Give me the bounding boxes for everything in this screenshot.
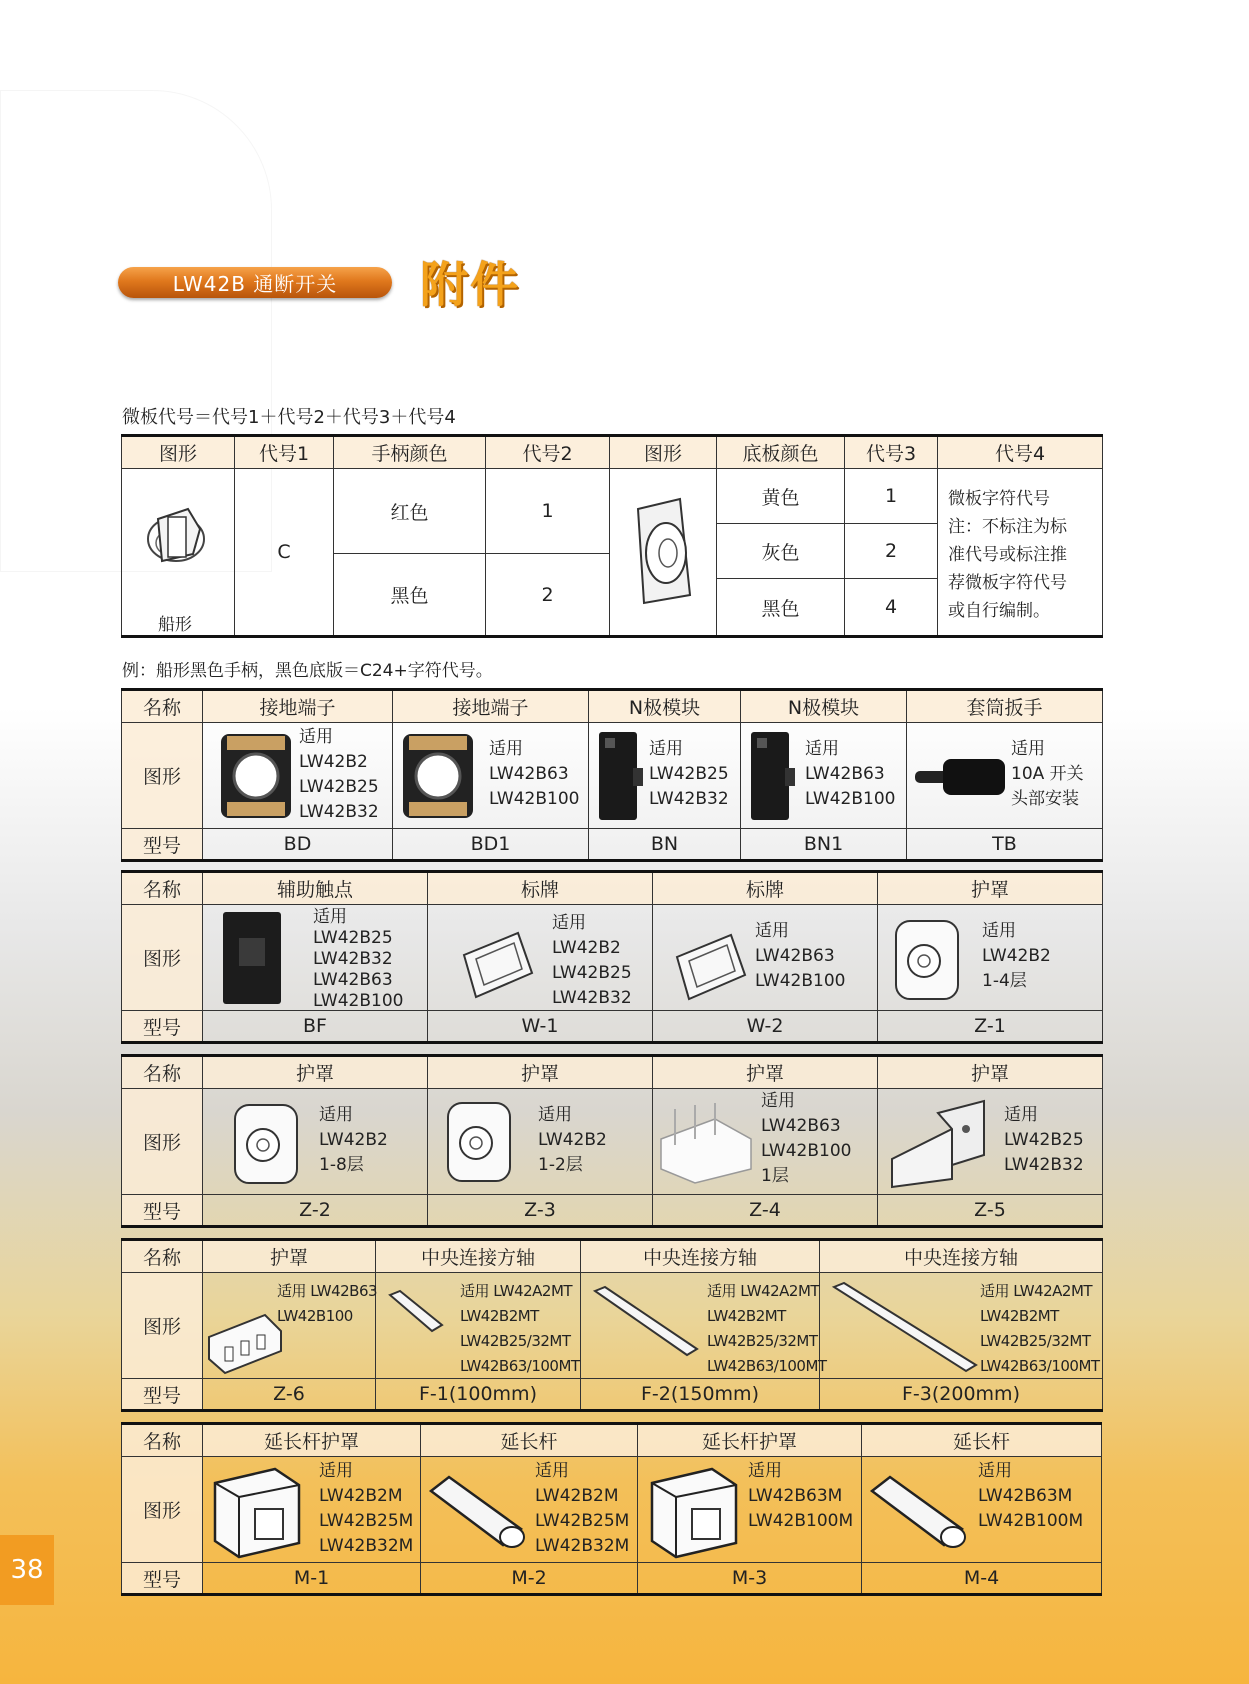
- ground-terminal-icon: [397, 728, 479, 824]
- model-code: Z-5: [878, 1195, 1103, 1227]
- spec-line: LW42B63: [805, 764, 885, 784]
- spec-line: 适用: [299, 727, 333, 747]
- spec-line: 适用: [761, 1091, 795, 1111]
- item-name: 套筒扳手: [907, 690, 1103, 723]
- item-name: 延长杆护罩: [203, 1424, 421, 1457]
- base-plate-figure: [610, 469, 717, 637]
- n-pole-module-icon: [747, 728, 797, 824]
- spec-line: LW42B2MT: [707, 1307, 786, 1325]
- item-figure: [878, 1089, 1103, 1195]
- spec-line: LW42B2: [552, 938, 621, 958]
- ground-terminal-icon: [215, 728, 297, 824]
- item-name: 延长杆: [862, 1424, 1102, 1457]
- model-code: Z-2: [203, 1195, 428, 1227]
- spec-line: 适用: [755, 921, 789, 941]
- item-name: 护罩: [203, 1240, 376, 1273]
- base-color-2: 灰色: [717, 524, 845, 579]
- spec-line: 适用: [489, 739, 523, 759]
- spec-line: LW42B2MT: [980, 1307, 1059, 1325]
- spec-line: LW42B100M: [748, 1511, 854, 1531]
- spec-line: LW42B63: [755, 946, 835, 966]
- model-code: BF: [203, 1011, 428, 1043]
- spec-line: 适用: [1004, 1105, 1038, 1125]
- model-label: 型号: [122, 1379, 203, 1411]
- item-name: 中央连接方轴: [581, 1240, 820, 1273]
- model-code: Z-1: [878, 1011, 1103, 1043]
- spec-line: 适用: [535, 1461, 569, 1481]
- spec-line: 1层: [761, 1166, 789, 1186]
- code4-notes: [938, 469, 1103, 637]
- item-figure: [203, 1457, 421, 1563]
- terminal-cover-icon: [205, 1307, 285, 1377]
- spec-line: LW42B63M: [748, 1486, 843, 1506]
- model-code: BN: [589, 829, 741, 861]
- model-code: M-3: [638, 1563, 862, 1595]
- model-code: W-2: [653, 1011, 878, 1043]
- spec-line: LW42B63: [761, 1116, 841, 1136]
- mounting-bracket-icon: [888, 1099, 988, 1189]
- spec-line: 适用: [805, 739, 839, 759]
- handle-color-2: 黑色: [334, 554, 486, 637]
- code1-value: C: [235, 469, 334, 637]
- spec-line: 适用 LW42A2MT: [707, 1282, 820, 1300]
- spec-line: 1-4层: [982, 971, 1027, 991]
- code4-line: 准代号或标注推: [948, 545, 1067, 565]
- accessory-section-5: [121, 1422, 1102, 1596]
- model-label: 型号: [122, 1563, 203, 1595]
- accessory-section-1: [121, 688, 1103, 862]
- item-name: 护罩: [653, 1056, 878, 1089]
- model-code: F-2(150mm): [581, 1379, 820, 1411]
- model-code: M-1: [203, 1563, 421, 1595]
- model-code: BN1: [741, 829, 907, 861]
- spec-line: LW42B63M: [978, 1486, 1073, 1506]
- figure-label: 图形: [122, 1089, 203, 1195]
- n-pole-module-icon: [595, 728, 645, 824]
- base-code-3: 4: [845, 579, 938, 637]
- code4-line: 注：不标注为标: [948, 517, 1067, 537]
- item-figure: [589, 723, 741, 829]
- spec-line: LW42B63: [313, 970, 393, 990]
- item-name: 标牌: [653, 872, 878, 905]
- model-label: 型号: [122, 829, 203, 861]
- model-code: Z-4: [653, 1195, 878, 1227]
- item-name: 标牌: [428, 872, 653, 905]
- shape-label: 船形: [158, 615, 192, 635]
- name-label: 名称: [122, 1056, 203, 1089]
- item-name: 护罩: [203, 1056, 428, 1089]
- name-label: 名称: [122, 690, 203, 723]
- item-name: N极模块: [741, 690, 907, 723]
- model-code: TB: [907, 829, 1103, 861]
- extension-cover-icon: [642, 1463, 742, 1559]
- model-code: Z-3: [428, 1195, 653, 1227]
- item-figure: [203, 723, 393, 829]
- spec-line: LW42B63/100MT: [707, 1357, 827, 1375]
- spec-line: LW42B25: [649, 764, 729, 784]
- model-code: BD: [203, 829, 393, 861]
- item-figure: [376, 1273, 581, 1379]
- page-number: 38: [0, 1535, 54, 1605]
- spec-line: 头部安装: [1011, 789, 1079, 809]
- protective-cover-icon: [229, 1099, 305, 1189]
- item-figure: [581, 1273, 827, 1379]
- spec-line: LW42B2: [319, 1130, 388, 1150]
- name-label: 名称: [122, 872, 203, 905]
- spec-line: LW42B2: [982, 946, 1051, 966]
- figure-label: 图形: [122, 723, 203, 829]
- spec-line: LW42B25: [313, 928, 393, 948]
- header-code4: 代号4: [938, 436, 1103, 469]
- spec-line: LW42B25M: [319, 1511, 414, 1531]
- base-code-2: 2: [845, 524, 938, 579]
- series-label: LW42B 通断开关: [118, 267, 392, 298]
- model-label: 型号: [122, 1011, 203, 1043]
- socket-wrench-icon: [913, 753, 1009, 803]
- item-name: 延长杆: [421, 1424, 638, 1457]
- item-name: 接地端子: [203, 690, 393, 723]
- figure-label: 图形: [122, 905, 203, 1011]
- spec-line: LW42B100: [489, 789, 580, 809]
- item-figure: [653, 1089, 878, 1195]
- name-label: 名称: [122, 1240, 203, 1273]
- item-figure: [203, 1273, 376, 1379]
- base-code-1: 1: [845, 469, 938, 524]
- spec-line: LW42B25/32MT: [980, 1332, 1091, 1350]
- item-name: N极模块: [589, 690, 741, 723]
- model-code: BD1: [393, 829, 589, 861]
- spec-line: 适用: [1011, 739, 1045, 759]
- accessory-section-4: [121, 1238, 1103, 1412]
- model-code: Z-6: [203, 1379, 376, 1411]
- item-figure: [638, 1457, 862, 1563]
- spec-line: 适用: [552, 913, 586, 933]
- spec-line: LW42B32: [299, 802, 379, 822]
- extension-rod-icon: [425, 1467, 525, 1557]
- spec-line: LW42B100: [313, 991, 404, 1011]
- item-figure: [203, 905, 428, 1011]
- item-figure: [907, 723, 1103, 829]
- base-plate-icon: [630, 497, 700, 607]
- spec-line: 适用: [649, 739, 683, 759]
- spec-line: LW42B63/100MT: [980, 1357, 1100, 1375]
- cover-frame-icon: [655, 1099, 755, 1185]
- spec-line: LW42B25: [1004, 1130, 1084, 1150]
- formula-text: 微板代号＝代号1＋代号2＋代号3＋代号4: [122, 407, 456, 428]
- model-code: F-1(100mm): [376, 1379, 581, 1411]
- spec-line: LW42B32: [552, 988, 632, 1008]
- accessory-section-2: [121, 870, 1103, 1044]
- handle-code-1: 1: [486, 469, 610, 554]
- header-figure: 图形: [122, 436, 235, 469]
- spec-line: LW42B32: [649, 789, 729, 809]
- item-figure: [878, 905, 1103, 1011]
- spec-line: LW42B100: [761, 1141, 852, 1161]
- spec-line: LW42B2: [299, 752, 368, 772]
- example-note: 例：船形黑色手柄，黑色底版＝C24+字符代号。: [122, 661, 493, 681]
- spec-line: 适用: [748, 1461, 782, 1481]
- code4-line: 微板字符代号: [948, 489, 1050, 509]
- model-label: 型号: [122, 1195, 203, 1227]
- code4-line: 荐微板字符代号: [948, 573, 1067, 593]
- accessory-section-3: [121, 1054, 1103, 1228]
- item-figure: [428, 1089, 653, 1195]
- spec-line: LW42B25/32MT: [460, 1332, 571, 1350]
- base-color-1: 黄色: [717, 469, 845, 524]
- header-code1: 代号1: [235, 436, 334, 469]
- spec-line: LW42B63/100MT: [460, 1357, 580, 1375]
- extension-cover-icon: [205, 1463, 305, 1559]
- page-title: 附件: [420, 257, 521, 313]
- spec-line: LW42B25: [552, 963, 632, 983]
- spec-line: 适用: [313, 907, 347, 927]
- protective-cover-icon: [890, 915, 966, 1005]
- item-name: 辅助触点: [203, 872, 428, 905]
- header-code3: 代号3: [845, 436, 938, 469]
- auxiliary-contact-icon: [217, 908, 287, 1008]
- item-figure: [203, 1089, 428, 1195]
- item-figure: [653, 905, 878, 1011]
- spec-line: 适用: [538, 1105, 572, 1125]
- spec-line: 适用 LW42B63: [277, 1282, 378, 1300]
- spec-line: LW42B100: [755, 971, 846, 991]
- spec-line: LW42B32: [1004, 1155, 1084, 1175]
- spec-line: LW42B2: [538, 1130, 607, 1150]
- item-name: 延长杆护罩: [638, 1424, 862, 1457]
- spec-line: LW42B2M: [535, 1486, 619, 1506]
- protective-cover-icon: [442, 1097, 518, 1187]
- item-name: 护罩: [878, 872, 1103, 905]
- item-figure: [421, 1457, 638, 1563]
- spec-line: LW42B100M: [978, 1511, 1084, 1531]
- spec-line: 适用 LW42A2MT: [980, 1282, 1093, 1300]
- handle-color-1: 红色: [334, 469, 486, 554]
- plate-code-table: [121, 434, 1103, 638]
- spec-line: LW42B25/32MT: [707, 1332, 818, 1350]
- square-shaft-icon: [591, 1283, 701, 1363]
- header-code2: 代号2: [486, 436, 610, 469]
- code4-line: 或自行编制。: [948, 601, 1050, 621]
- header-figure-2: 图形: [610, 436, 717, 469]
- header-base-color: 底板颜色: [717, 436, 845, 469]
- handle-code-2: 2: [486, 554, 610, 637]
- boat-handle-figure: [122, 469, 235, 637]
- model-code: M-2: [421, 1563, 638, 1595]
- item-name: 接地端子: [393, 690, 589, 723]
- figure-label: 图形: [122, 1273, 203, 1379]
- item-name: 护罩: [878, 1056, 1103, 1089]
- spec-line: 1-8层: [319, 1155, 364, 1175]
- spec-line: LW42B32M: [535, 1536, 630, 1556]
- spec-line: LW42B25: [299, 777, 379, 797]
- label-plate-icon: [458, 925, 538, 1005]
- spec-line: LW42B32: [313, 949, 393, 969]
- model-code: M-4: [862, 1563, 1102, 1595]
- model-code: F-3(200mm): [820, 1379, 1103, 1411]
- square-shaft-icon: [386, 1287, 446, 1337]
- name-label: 名称: [122, 1424, 203, 1457]
- item-name: 中央连接方轴: [820, 1240, 1103, 1273]
- spec-line: 1-2层: [538, 1155, 583, 1175]
- extension-rod-icon: [866, 1467, 966, 1557]
- item-figure: [393, 723, 589, 829]
- header-handle-color: 手柄颜色: [334, 436, 486, 469]
- item-figure: [820, 1273, 1103, 1379]
- spec-line: LW42B2M: [319, 1486, 403, 1506]
- spec-line: 适用 LW42A2MT: [460, 1282, 573, 1300]
- square-shaft-icon: [830, 1279, 980, 1379]
- spec-line: LW42B2MT: [460, 1307, 539, 1325]
- boat-handle-icon: [138, 499, 218, 589]
- spec-line: 适用: [982, 921, 1016, 941]
- spec-line: 适用: [978, 1461, 1012, 1481]
- spec-line: LW42B100: [805, 789, 896, 809]
- spec-line: 适用: [319, 1105, 353, 1125]
- item-figure: [428, 905, 653, 1011]
- item-figure: [741, 723, 907, 829]
- figure-label: 图形: [122, 1457, 203, 1563]
- spec-line: LW42B63: [489, 764, 569, 784]
- base-color-3: 黑色: [717, 579, 845, 637]
- model-code: W-1: [428, 1011, 653, 1043]
- item-name: 中央连接方轴: [376, 1240, 581, 1273]
- label-plate-icon: [671, 927, 751, 1007]
- spec-line: 10A 开关: [1011, 764, 1084, 784]
- spec-line: LW42B100: [277, 1307, 353, 1325]
- spec-line: LW42B32M: [319, 1536, 414, 1556]
- spec-line: 适用: [319, 1461, 353, 1481]
- item-name: 护罩: [428, 1056, 653, 1089]
- item-figure: [862, 1457, 1102, 1563]
- spec-line: LW42B25M: [535, 1511, 630, 1531]
